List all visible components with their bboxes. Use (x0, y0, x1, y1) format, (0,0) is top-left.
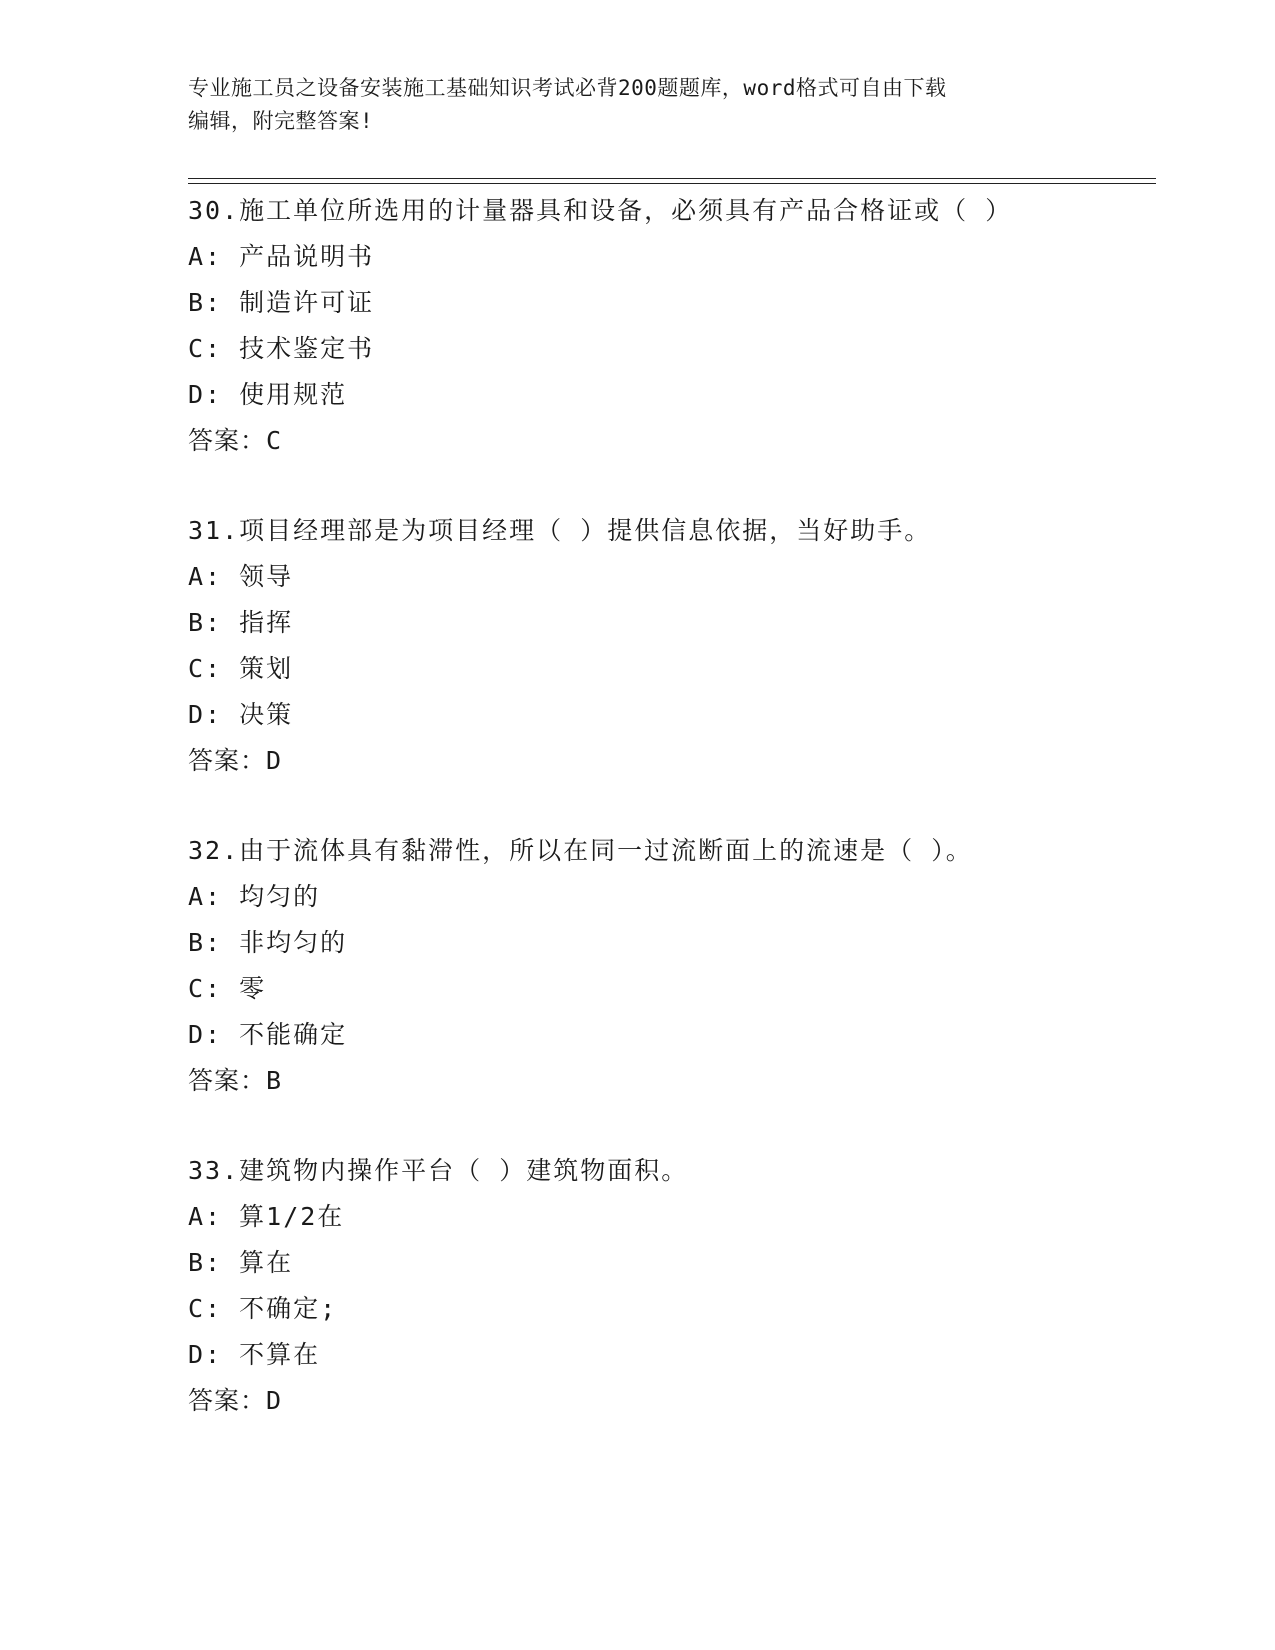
option-d: D: 不算在 (188, 1340, 321, 1369)
option-b: B: 指挥 (188, 608, 294, 637)
answer-label: 答案： (188, 1386, 267, 1415)
option-a: A: 产品说明书 (188, 242, 375, 271)
answer-label: 答案： (188, 1066, 267, 1095)
answer-line (188, 418, 1168, 464)
option-a: A: 领导 (188, 562, 294, 591)
header-title-line-1: 专业施工员之设备安装施工基础知识考试必背200题题库，word格式可自由下载 (188, 76, 947, 100)
answer-value: D (266, 746, 284, 775)
answer-label: 答案： (188, 746, 267, 775)
header-divider-bottom (188, 183, 1156, 184)
option-d: D: 使用规范 (188, 380, 348, 409)
header-title-line-2: 编辑，附完整答案! (188, 109, 374, 133)
option-c: C: 技术鉴定书 (188, 334, 375, 363)
option-c: C: 零 (188, 974, 267, 1003)
option-b: B: 算在 (188, 1248, 294, 1277)
question-stem: 33.建筑物内操作平台（ ）建筑物面积。 (188, 1156, 689, 1185)
option-a: A: 算1/2在 (188, 1202, 345, 1231)
option-b: B: 制造许可证 (188, 288, 375, 317)
option-c: C: 策划 (188, 654, 294, 683)
option-d: D: 决策 (188, 700, 294, 729)
answer-value: D (266, 1386, 284, 1415)
question-stem: 31.项目经理部是为项目经理（ ）提供信息依据，当好助手。 (188, 516, 932, 545)
answer-line (188, 1058, 1168, 1104)
document-header (188, 72, 1068, 138)
question-block-32 (188, 828, 1168, 1104)
question-block-31 (188, 508, 1168, 784)
answer-line (188, 1378, 1168, 1424)
question-stem: 30.施工单位所选用的计量器具和设备，必须具有产品合格证或（ ） (188, 196, 1013, 225)
option-c: C: 不确定; (188, 1294, 338, 1323)
answer-value: C (266, 426, 284, 455)
option-d: D: 不能确定 (188, 1020, 348, 1049)
option-a: A: 均匀的 (188, 882, 321, 911)
question-block-30 (188, 188, 1168, 464)
answer-value: B (266, 1066, 284, 1095)
question-stem: 32.由于流体具有黏滞性，所以在同一过流断面上的流速是（ ）。 (188, 836, 973, 865)
answer-label: 答案： (188, 426, 267, 455)
header-divider-top (188, 178, 1156, 179)
answer-line (188, 738, 1168, 784)
option-b: B: 非均匀的 (188, 928, 348, 957)
question-block-33 (188, 1148, 1168, 1424)
